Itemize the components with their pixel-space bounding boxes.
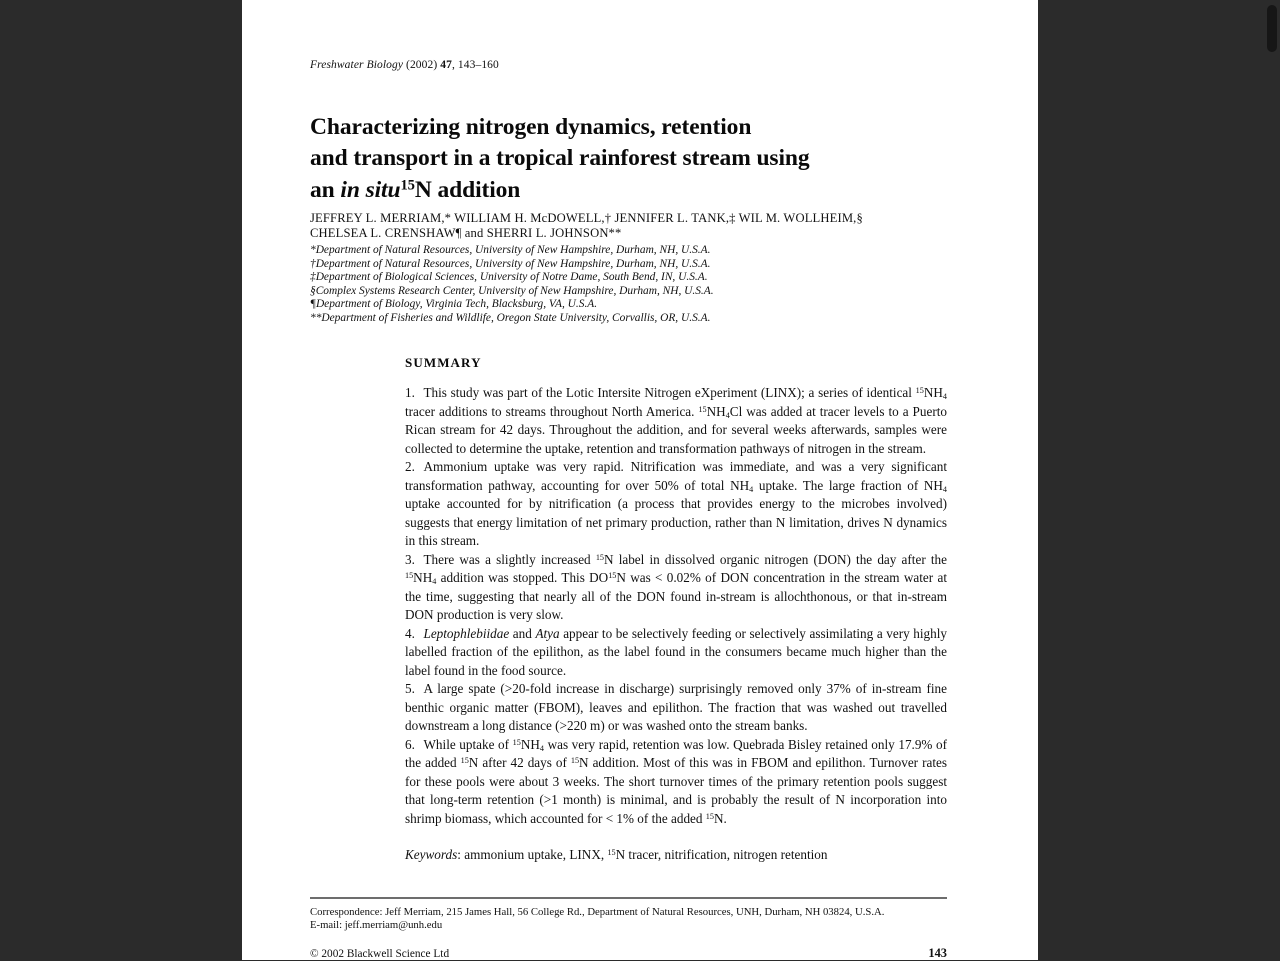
journal-running-head	[310, 59, 499, 71]
summary-item: 5. A large spate (>20-fold increase in discharge) surprisingly removed only 37% of in-stream fine benthic organic matter (FBOM), leaves and epilithon. The fraction that was washed out travelled downstream a long distance (>220 m) or was washed onto the stream banks.	[405, 681, 947, 733]
affiliation-item: ¶Department of Biology, Virginia Tech, Blacksburg, VA, U.S.A.	[310, 298, 598, 311]
correspondence-block	[310, 906, 950, 933]
summary-item: 3. There was a slightly increased $^{15}$N label in dissolved organic nitrogen (DON) the day after the $^{15}NH_4$ addition was stopped. This DO$^{15}$N was < 0.02% of DON concentration in the stream water at the time, suggesting that nearly all of the DON found in-stream is allochthonous, or that in-stream DON production is very slow.	[405, 551, 947, 622]
page-number: 143	[928, 946, 947, 960]
journal-year: (2002)	[406, 59, 438, 71]
page-title	[310, 112, 920, 207]
summary-item: 4. Leptophlebiidae and Atya appear to be selectively feeding or selectively assimilating a very highly labelled fraction of the epilithon, as the label found in the consumers became much higher than the label found in the food source.	[405, 625, 947, 678]
affiliation-item: †Department of Natural Resources, University of New Hampshire, Durham, NH, U.S.A.	[310, 257, 711, 270]
title-line-3-prefix: an	[310, 176, 341, 203]
affiliation-list	[310, 244, 960, 326]
title-line-3-suffix: N addition	[414, 176, 521, 203]
affiliation-item: *Department of Natural Resources, University of New Hampshire, Durham, NH, U.S.A.	[310, 244, 711, 256]
summary-item-number: 2.	[405, 459, 422, 474]
footer-divider	[310, 897, 947, 899]
affiliation-item: **Department of Fisheries and Wildlife, Oregon State University, Corvallis, OR, U.S.A.	[310, 311, 711, 324]
summary-item-number: 1.	[405, 385, 422, 400]
scrollbar-thumb[interactable]	[1267, 5, 1277, 52]
author-list	[310, 211, 960, 242]
copyright-notice: © 2002 Blackwell Science Ltd	[310, 948, 450, 960]
journal-pages: , 143–160	[451, 59, 499, 71]
summary-item-number: 3.	[405, 551, 422, 567]
title-line-2: and transport in a tropical rainforest stream using	[310, 145, 810, 172]
summary-item: 2. Ammonium uptake was very rapid. Nitrification was immediate, and was a very significant transformation pathway, accounting for over 50% of total $NH_4$ uptake. The large fraction of $NH_4$ uptake accounted for by nitrification (a process that provides energy to the microbes involved) suggests that energy limitation of net primary production, rather than N limitation, drives N dynamics in this stream.	[405, 459, 947, 548]
summary-item-number: 6.	[405, 736, 422, 752]
journal-name: Freshwater Biology	[310, 59, 404, 71]
title-isotope-superscript: 15	[400, 177, 415, 194]
summary-item-number: 5.	[405, 681, 422, 696]
page-content-area	[310, 0, 947, 960]
page-footer-row	[310, 946, 947, 961]
summary-heading: SUMMARY	[405, 355, 482, 370]
journal-volume: 47	[440, 59, 452, 71]
affiliation-item: ‡Department of Biological Sciences, University of Notre Dame, South Bend, IN, U.S.A.	[310, 271, 708, 284]
summary-body	[405, 384, 947, 828]
title-in-situ: in situ	[340, 176, 401, 203]
affiliation-item: §Complex Systems Research Center, University of New Hampshire, Durham, NH, U.S.A.	[310, 284, 714, 297]
author-line-1: JEFFREY L. MERRIAM,* WILLIAM H. McDOWELL,† JENNIFER L. TANK,‡ WIL M. WOLLHEIM,§	[310, 211, 863, 225]
summary-item-number: 4.	[405, 625, 422, 641]
summary-item: 1. This study was part of the Lotic Intersite Nitrogen eXperiment (LINX); a series of identical $^{15}NH_4$ tracer additions to streams throughout North America. $^{15}NH_4Cl$ was added at tracer levels to a Puerto Rican stream for 42 days. Throughout the addition, and for several weeks afterwards, samples were collected to determine the uptake, retention and transformation pathways of nitrogen in the stream.	[405, 385, 947, 456]
vertical-scrollbar[interactable]	[1264, 0, 1280, 960]
document-page	[242, 0, 1038, 960]
keywords-label: Keywords	[405, 847, 458, 862]
summary-item: 6. While uptake of $^{15}NH_4$ was very rapid, retention was low. Quebrada Bisley retained only 17.9% of the added $^{15}$N after 42 days of $^{15}$N addition. Most of this was in FBOM and epilithon. Turnover rates for these pools were about 3 weeks. The short turnover times of the primary retention pools suggest that long-term retention (>1 month) is minimal, and is probably the result of N incorporation into shrimp biomass, which accounted for < 1% of the added $^{15}$N.	[405, 736, 947, 826]
keywords-line	[405, 846, 947, 865]
keywords-separator: :	[457, 847, 465, 862]
correspondence-email: E-mail: jeff.merriam@unh.edu	[310, 919, 443, 932]
summary-section	[405, 355, 947, 865]
correspondence-address: Correspondence: Jeff Merriam, 215 James Hall, 56 College Rd., Department of Natural Resources, UNH, Durham, NH 03824, U.S.A.	[310, 906, 885, 918]
title-line-1: Characterizing nitrogen dynamics, retention	[310, 113, 752, 140]
keywords-value: ammonium uptake, LINX, $^{15}$N tracer, nitrification, nitrogen retention	[464, 847, 828, 862]
author-line-2: CHELSEA L. CRENSHAW¶ and SHERRI L. JOHNSON**	[310, 226, 622, 241]
